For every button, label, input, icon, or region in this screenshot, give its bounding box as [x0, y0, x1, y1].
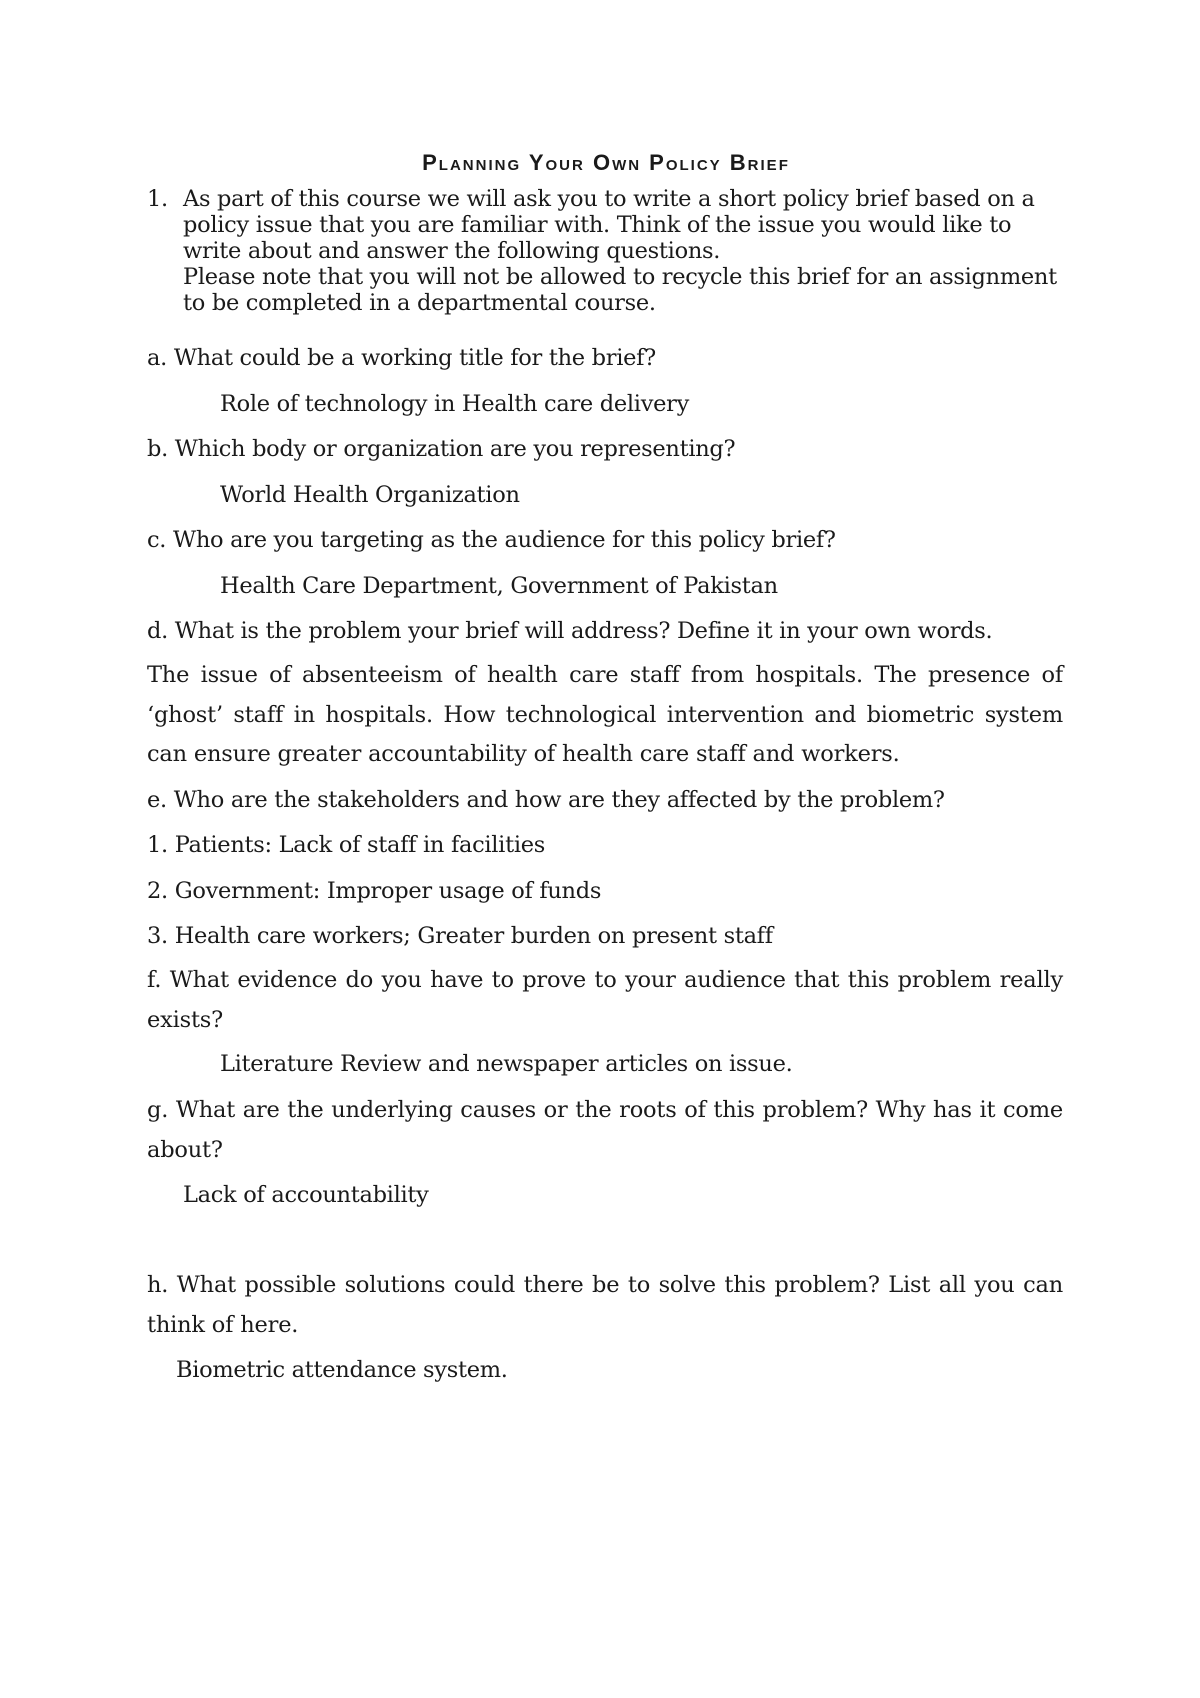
- page-title: Planning Your Own Policy Brief: [422, 150, 790, 175]
- question-f: f. What evidence do you have to prove to your audience that this problem really exists?: [147, 967, 1063, 1033]
- question-e: e. Who are the stakeholders and how are they affected by the problem?: [147, 787, 945, 813]
- answer-g: Lack of accountability: [183, 1182, 429, 1208]
- question-b: b. Which body or organization are you representing?: [147, 436, 736, 462]
- answer-h: Biometric attendance system.: [176, 1357, 508, 1383]
- question-d: d. What is the problem your brief will address? Define it in your own words.: [147, 618, 993, 644]
- stakeholder-item: 2. Government: Improper usage of funds: [147, 878, 602, 904]
- intro-number: 1.: [147, 186, 168, 212]
- answer-b: World Health Organization: [220, 482, 520, 508]
- question-a: a. What could be a working title for the brief?: [147, 345, 656, 371]
- question-c: c. Who are you targeting as the audience for this policy brief?: [147, 527, 836, 553]
- stakeholder-item: 1. Patients: Lack of staff in facilities: [147, 832, 545, 858]
- answer-d: The issue of absenteeism of health care staff from hospitals. The presence of ‘ghost’ staff in hospitals. How technological intervention and biometric system can ensure greater accountability of health care staff and workers.: [147, 662, 1063, 767]
- intro-item: [147, 186, 1067, 316]
- question-g: g. What are the underlying causes or the roots of this problem? Why has it come about?: [147, 1097, 1063, 1163]
- intro-text: As part of this course we will ask you to write a short policy brief based on a policy issue that you are familiar with. Think of the issue you would like to write about and answer the following questions.: [183, 186, 1035, 264]
- answer-a: Role of technology in Health care delivery: [220, 391, 689, 417]
- stakeholder-item: 3. Health care workers; Greater burden on present staff: [147, 923, 773, 949]
- intro-note: Please note that you will not be allowed to recycle this brief for an assignment to be completed in a departmental course.: [183, 264, 1057, 316]
- answer-c: Health Care Department, Government of Pakistan: [220, 573, 778, 599]
- question-h: h. What possible solutions could there be to solve this problem? List all you can think of here.: [147, 1272, 1063, 1338]
- answer-f: Literature Review and newspaper articles on issue.: [220, 1051, 793, 1077]
